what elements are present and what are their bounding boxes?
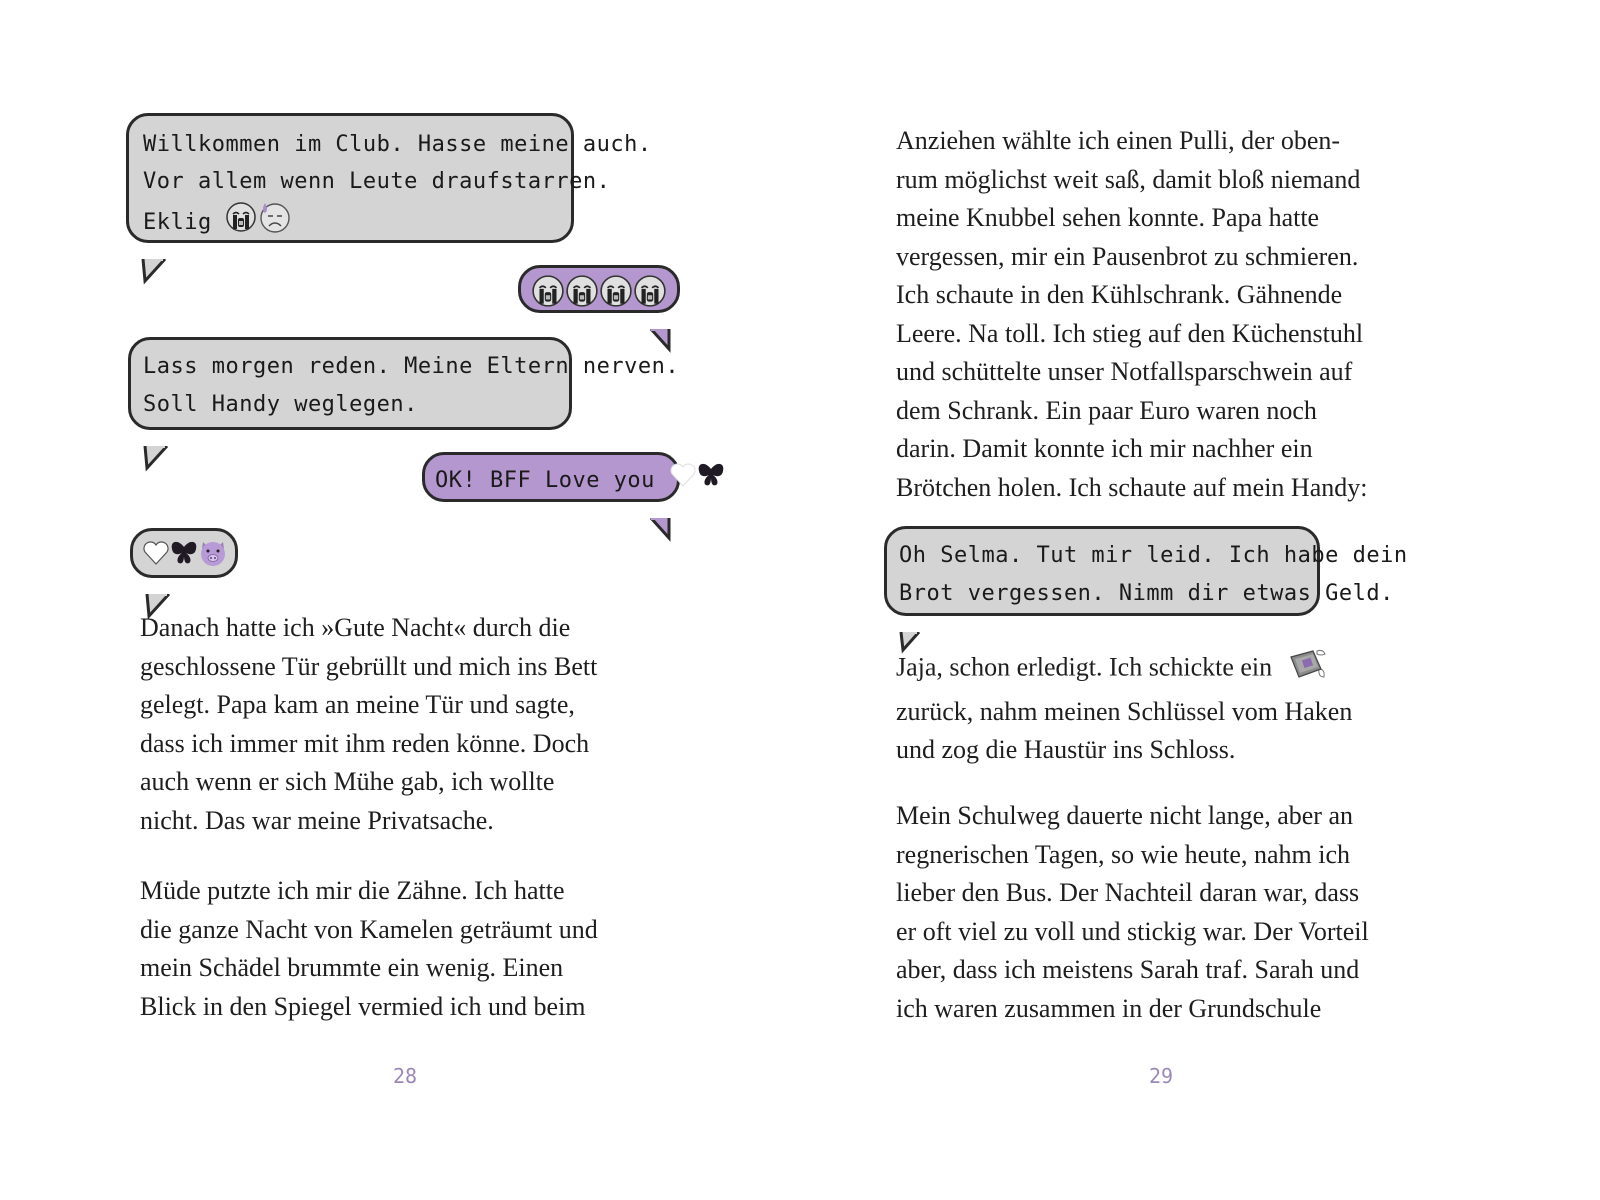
right-page [800,0,1600,1200]
text-line: gelegt. Papa kam an meine Tür und sagte, [140,690,575,719]
white-heart-icon [142,539,170,573]
page-number: 29 [1148,1064,1174,1088]
text-line: Anziehen wählte ich einen Pulli, der oben- [896,126,1341,155]
text-line: zurück, nahm meinen Schlüssel vom Haken [896,696,1353,726]
text-line: vergessen, mir ein Pausenbrot zu schmieren. [896,241,1359,271]
chat-bubble-sent [422,452,680,502]
chat-line: Vor allem wenn Leute draufstarren. [143,169,611,194]
text-line: Brötchen holen. Ich schaute auf mein Handy: [896,472,1368,502]
chat-bubble-sent [518,265,680,313]
text-line: ich waren zusammen in der Grundschule [896,993,1322,1023]
text-line: und schüttelte unser Notfallsparschwein auf [896,357,1353,386]
text-line: aber, dass ich meistens Sarah traf. Sarah und [896,955,1360,984]
black-butterfly-icon [170,539,198,573]
page-number: 28 [392,1064,418,1088]
chat-line-with-emoji [143,200,571,246]
loudly-crying-face-icon [599,274,633,314]
loudly-crying-face-icon [565,274,599,314]
pig-face-icon [198,538,228,574]
loudly-crying-face-icon [225,201,257,245]
chat-line: Soll Handy weglegen. [143,392,418,417]
text-line: Blick in den Spiegel vermied ich und beim [140,991,586,1021]
text-line: Jaja, schon erledigt. Ich schickte ein [896,652,1273,682]
text-line: Müde putzte ich mir die Zähne. Ich hatte [140,876,565,905]
sad-sweat-face-icon [257,200,291,246]
body-paragraph [896,122,1367,507]
text-line: Mein Schulweg dauerte nicht lange, aber an [896,801,1353,830]
text-line: meine Knubbel sehen konnte. Papa hatte [896,203,1320,232]
body-paragraph [140,609,597,840]
chat-line: Willkommen im Club. Hasse meine auch. [143,132,652,157]
money-with-wings-icon [1287,647,1327,693]
text-line: die ganze Nacht von Kamelen geträumt und [140,914,598,944]
text-line: lieber den Bus. Der Nachteil daran war, dass [896,878,1360,907]
chat-line-with-emoji [435,461,677,501]
text-line: auch wenn er sich Mühe gab, ich wollte [140,767,555,796]
text-line: er oft viel zu voll und stickig war. Der Vorteil [896,916,1369,946]
chat-bubble-received [884,526,1408,616]
black-butterfly-icon [697,461,725,501]
text-line: regnerischen Tagen, so wie heute, nahm ich [896,839,1350,869]
chat-bubble-received [126,113,652,243]
text-line: und zog die Haustür ins Schloss. [896,735,1236,764]
white-heart-icon [669,462,697,500]
text-line: mein Schädel brummte ein wenig. Einen [140,953,564,982]
chat-line: Brot vergessen. Nimm dir etwas Geld. [899,581,1394,606]
chat-text: Eklig [143,210,212,235]
text-line: rum möglichst weit saß, damit bloß niemand [896,164,1361,194]
chat-line: Oh Selma. Tut mir leid. Ich habe dein [899,543,1408,568]
chat-bubble-received [128,337,680,430]
text-line: geschlossene Tür gebrüllt und mich ins Bett [140,651,598,681]
body-paragraph [140,872,598,1026]
chat-line: Lass morgen reden. Meine Eltern nerven. [143,354,680,379]
text-line: darin. Damit konnte ich mir nachher ein [896,434,1313,463]
text-line: nicht. Das war meine Privatsache. [140,805,494,835]
text-line: Danach hatte ich »Gute Nacht« durch die [140,613,571,642]
text-line: dem Schrank. Ein paar Euro waren noch [896,395,1317,425]
text-line: Ich schaute in den Kühlschrank. Gähnende [896,280,1343,309]
text-line-with-emoji [896,647,1352,693]
body-paragraph [896,797,1369,1028]
body-paragraph [896,647,1352,770]
loudly-crying-face-icon [531,274,565,314]
text-line: dass ich immer mit ihm reden könne. Doch [140,728,590,758]
loudly-crying-face-icon [633,274,667,314]
chat-text: OK! BFF Love you [435,468,655,493]
chat-bubble-received [130,528,238,578]
text-line: Leere. Na toll. Ich stieg auf den Küchenstuhl [896,318,1364,348]
